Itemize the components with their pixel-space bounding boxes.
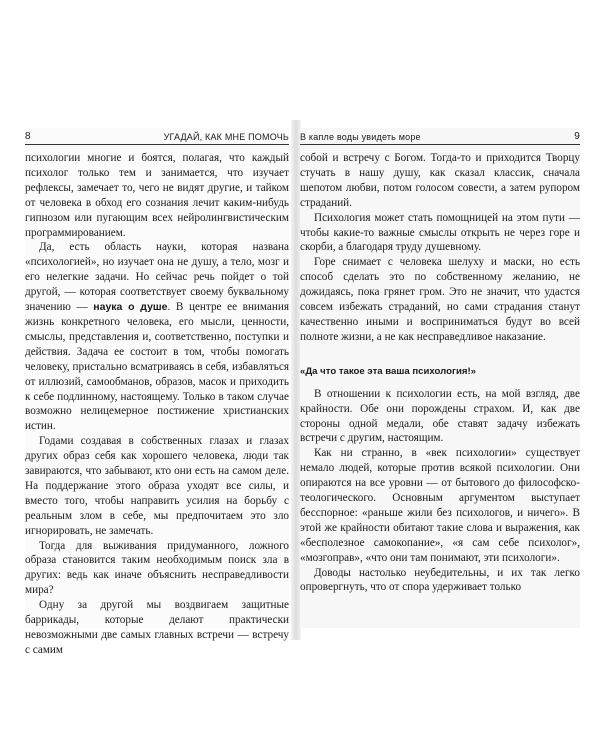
right-page — [300, 128, 580, 628]
emphasis-phrase: наука о душе — [93, 301, 168, 314]
left-page-number: 8 — [25, 131, 31, 142]
left-page — [25, 128, 290, 656]
right-page-text — [300, 151, 580, 595]
section-paragraph-3: Доводы настолько неубедительны, и их так легко опровергнуть, что от спора удерживает только — [300, 566, 580, 594]
left-running-head: УГАДАЙ, КАК МНЕ ПОМОЧЬ — [163, 132, 289, 142]
left-paragraph-4: Тогда для выживания придуманного, ложного образа становится таким необходимым поиск зла в других: ведь как иначе объяснить несправедливости мира? — [25, 539, 289, 597]
section-title: «Да что такое эта ваша психология!» — [300, 365, 476, 377]
left-paragraph-2 — [25, 240, 289, 434]
right-paragraph-2: Психология может стать помощницей на этом пути — чтобы какие-то важные смыслы открыть не через горе и скорби, а благодаря труду душевному. — [300, 211, 580, 254]
left-paragraph-3: Годами создавая в собственных глазах и глазах других образ себя как хорошего человека, люди так завираются, что забывают, кто они есть на самом деле. На поддержание этого образа уходят все силы, и вместо того, чтобы направить усилия на борьбу с реальным злом в себе, мы предпочитаем это зло игнорировать, не замечать. — [25, 435, 289, 537]
right-paragraph-3: Горе снимает с человека шелуху и маски, но есть способ сделать это по собственному желанию, не дожидаясь, пока грянет гром. Это не значит, что удастся совсем избежать страданий, но сами страдания станут качественно иными и восприниматься будут во всей полноте жизни, а не как несправедливое наказание. — [300, 256, 580, 343]
left-paragraph-2-start: Да, есть область науки, которая названа «психологией», но изучает она не душу, а тело, мозг и его нелегкие задачи. Но сейчас речь пойдет о той другой, — которая соответствует своему буквальному значению — — [25, 241, 289, 314]
left-paragraph-1: психологии многие и боятся, полагая, что каждый психолог только тем и занимается, что изучает рефлексы, замечает то, чего не видят другие, и тайком от человека в обход его сознания лечит каким-нибудь гипнозом или пугающим всех нейролингвистическим программированием. — [25, 152, 289, 239]
left-page-header — [25, 128, 289, 145]
left-page-text — [25, 151, 289, 658]
left-paragraph-5: Одну за другой мы воздвигаем защитные баррикады, которые делают практически невозможными две самых главных встречи — встречу с самим — [25, 599, 289, 656]
section-paragraph-2: Как ни странно, в «век психологии» существует немало людей, которые против всякой психологии. Они опираются на все уровни — от бытового до философско-теологического. Основным аргументом выступает бесспорное: «раньше жили без психологов, и ничего». В этой же крайности обитают такие слова и выражения, как «бесполезное самокопание», «я сам себе психолог», «мозгоправ», «что они там понимают, эти психологи». — [300, 447, 580, 564]
right-page-header — [300, 128, 580, 145]
section-paragraph-1: В отношении к психологии есть, на мой взгляд, две крайности. Обе они порождены страхом. И, как две стороны одной медали, обе ставят задачу избежать встречи с другим, настоящим. — [300, 387, 580, 445]
right-paragraph-1: собой и встречу с Богом. Тогда-то и приходится Творцу стучать в нашу душу, как сказал классик, сначала шепотом любви, потом голосом совести, а затем рупором страданий. — [300, 152, 580, 209]
left-paragraph-2-tail: . В центре ее внимания жизнь конкретного человека, его мысли, ценности, смыслы, представления и, соответственно, поступки и действия. Задача ее состоит в том, чтобы помогать человеку, пристально всматриваясь в себя, избавляться от иллюзий, самообманов, образов, масок и приходить к себе подлинному, настоящему. Только в таком случае возможно нелицемерное постижение христианских истин. — [25, 301, 290, 433]
right-page-number: 9 — [574, 131, 580, 142]
right-running-head: В капле воды увидеть море — [300, 132, 421, 142]
